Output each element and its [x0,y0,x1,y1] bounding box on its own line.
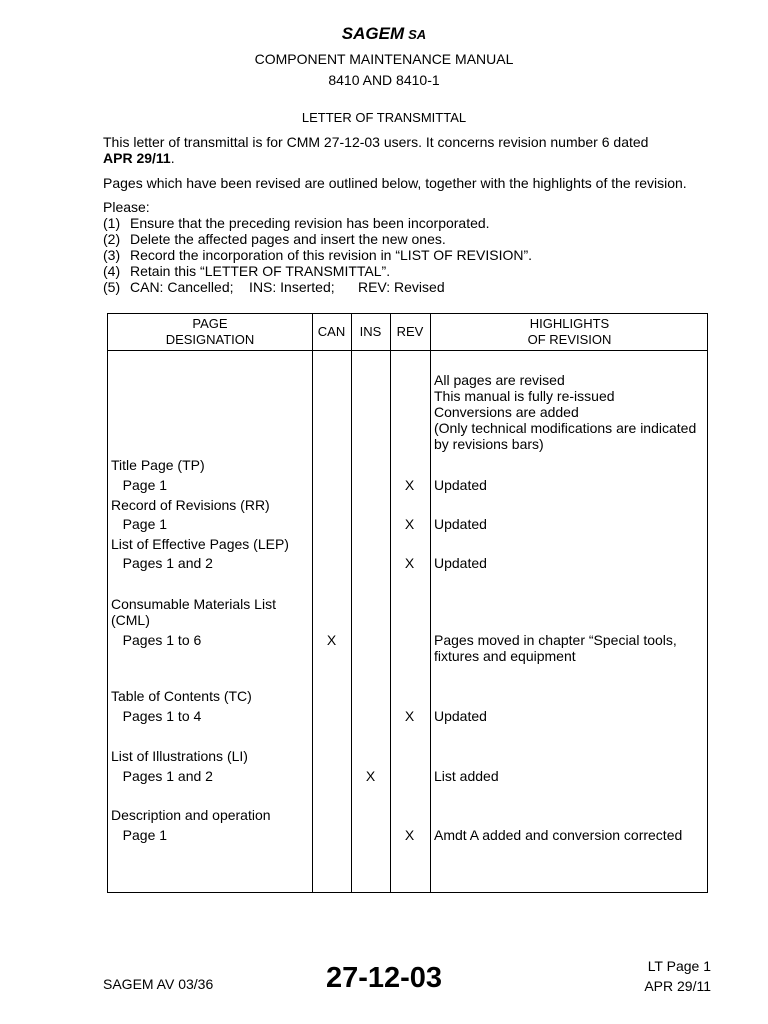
general-note: by revisions bars) [434,436,544,452]
header-can: CAN [317,324,346,339]
header-highlights [430,316,709,348]
instruction-item [103,215,532,231]
highlight-text: Updated [434,516,487,532]
rev-mark: X [404,555,415,571]
column-divider [430,314,431,892]
instruction-text: Ensure that the preceding revision has been incorporated. [130,215,490,231]
header-ins: INS [359,324,382,339]
highlight-text: Updated [434,555,487,571]
page-designation: Page 1 [111,827,168,843]
general-note: (Only technical modifications are indicated [434,420,697,436]
header-divider [108,350,707,351]
page-designation: Pages 1 and 2 [111,555,213,571]
revision-date: APR 29/11 [103,150,171,166]
pages-note: Pages which have been revised are outlined below, together with the highlights of the revision. [103,175,687,191]
page-designation: Table of Contents (TC) [111,688,252,704]
highlight-text: Pages moved in chapter “Special tools, [434,632,677,648]
ins-mark: X [365,768,376,784]
brand-suffix: SA [408,27,427,42]
column-divider [390,314,391,892]
instruction-number: (2) [103,231,121,247]
general-note: All pages are revised [434,372,565,388]
column-divider [312,314,313,892]
general-note: This manual is fully re-issued [434,388,615,404]
intro-paragraph [103,134,703,166]
letter-heading: LETTER OF TRANSMITTAL [301,110,467,125]
header-text: PAGE [192,316,228,331]
instruction-number: (1) [103,215,121,231]
footer-date: APR 29/11 [644,978,711,994]
page-designation: Consumable Materials List [111,596,276,612]
page-designation: Page 1 [111,516,168,532]
instruction-text: Delete the affected pages and insert the new ones. [130,231,446,247]
instruction-item [103,263,532,279]
instruction-item [103,231,532,247]
rev-mark: X [404,827,415,843]
page-designation: Pages 1 and 2 [111,768,213,784]
header-text: OF REVISION [527,332,612,347]
page-designation: Pages 1 to 6 [111,632,202,648]
instruction-item [103,279,532,295]
instruction-text: Retain this “LETTER OF TRANSMITTAL”. [130,263,391,279]
page-designation: Record of Revisions (RR) [111,497,270,513]
can-mark: X [326,632,337,648]
instructions-block [103,199,532,295]
highlight-text: fixtures and equipment [434,648,576,664]
revision-date-suffix: . [170,150,175,166]
header-rev: REV [396,324,424,339]
manual-title: COMPONENT MAINTENANCE MANUAL [254,51,514,67]
page-designation: List of Illustrations (LI) [111,748,248,764]
header-page-designation [108,316,312,348]
highlight-text: Updated [434,477,487,493]
manual-models: 8410 AND 8410-1 [328,72,440,88]
header-text: HIGHLIGHTS [529,316,610,331]
footer-page-info [600,956,711,996]
instruction-text: Record the incorporation of this revision in “LIST OF REVISION”. [130,247,533,263]
brand-logo [0,24,768,44]
page-designation: (CML) [111,612,150,628]
page-designation: List of Effective Pages (LEP) [111,536,289,552]
page-designation: Page 1 [111,477,168,493]
instruction-number: (3) [103,247,121,263]
instruction-text: CAN: Cancelled; INS: Inserted; REV: Revised [130,279,445,295]
rev-mark: X [404,477,415,493]
instruction-item [103,247,532,263]
brand-name: SAGEM [341,24,405,43]
instruction-number: (4) [103,263,121,279]
highlight-text: Amdt A added and conversion corrected [434,827,683,843]
please-label: Please: [103,199,150,215]
general-note: Conversions are added [434,404,579,420]
footer-page-number: LT Page 1 [647,958,711,974]
footer-chapter-code: 27-12-03 [325,962,443,994]
column-divider [351,314,352,892]
page-designation: Pages 1 to 4 [111,708,202,724]
highlight-text: Updated [434,708,487,724]
highlight-text: List added [434,768,499,784]
footer-document-ref: SAGEM AV 03/36 [103,976,214,992]
intro-text: This letter of transmittal is for CMM 27-12-03 users. It concerns revision number 6 dated [103,134,649,150]
rev-mark: X [404,516,415,532]
header-text: DESIGNATION [165,332,255,347]
page-designation: Description and operation [111,807,271,823]
page-designation: Title Page (TP) [111,457,205,473]
revision-table [107,313,708,893]
rev-mark: X [404,708,415,724]
instruction-number: (5) [103,279,121,295]
